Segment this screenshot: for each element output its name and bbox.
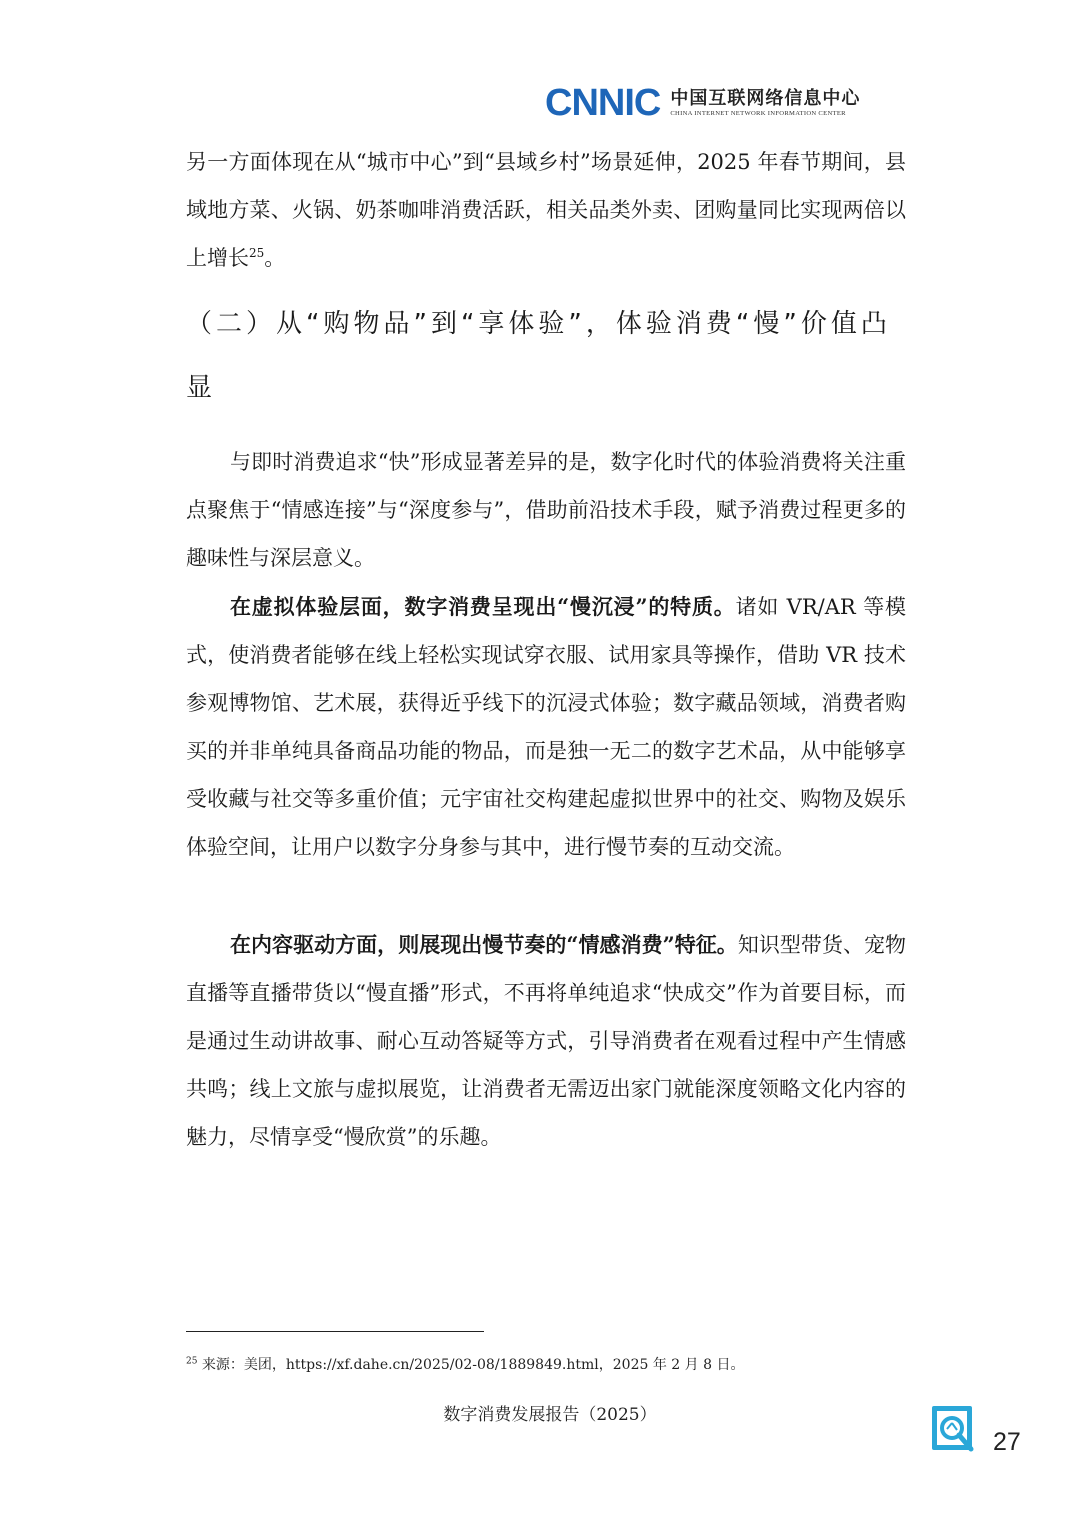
page-number: 27 (993, 1428, 1021, 1456)
para1-end: 。 (264, 246, 286, 270)
para4-lead: 在内容驱动方面，则展现出慢节奏的“情感消费”特征。 (230, 932, 738, 957)
para3-lead: 在虚拟体验层面，数字消费呈现出“慢沉浸”的特质。 (230, 594, 736, 619)
paragraph-text (186, 138, 906, 282)
paragraph-2 (186, 438, 906, 582)
para4-body: 知识型带货、宠物直播等直播带货以“慢直播”形式，不再将单纯追求“快成交”作为首要目标，而是通过生动讲故事、耐心互动答疑等方式，引导消费者在观看过程中产生情感共鸣；线上文旅与虚拟展览，让消费者无需迈出家门就能深度领略文化内容的魅力，尽情享受“慢欣赏”的乐趣。 (186, 933, 907, 1149)
magnifier-report-icon (931, 1405, 977, 1455)
cnnic-logo (545, 84, 860, 122)
footnote-number: 25 (186, 1356, 198, 1367)
logo-text (670, 89, 860, 118)
logo-chinese-name: 中国互联网络信息中心 (670, 87, 861, 109)
paragraph-4 (186, 921, 906, 1161)
logo-mark: CNNIC (545, 82, 661, 124)
footnote (186, 1354, 744, 1374)
paragraph-text (186, 583, 906, 871)
paragraph-3 (186, 583, 906, 871)
section-heading-block (186, 292, 906, 420)
logo-english-name: CHINA INTERNET NETWORK INFORMATION CENTER (670, 110, 846, 118)
report-title: 数字消费发展报告（2025） (443, 1405, 657, 1425)
paragraph-text: 与即时消费追求“快”形成显著差异的是，数字化时代的体验消费将关注重点聚焦于“情感连接”与“深度参与”，借助前沿技术手段，赋予消费过程更多的趣味性与深层意义。 (186, 450, 906, 570)
paragraph-1 (186, 138, 906, 282)
footnote-divider (186, 1331, 484, 1332)
footnote-text: 来源：美团，https://xf.dahe.cn/2025/02-08/1889849.html，2025 年 2 月 8 日。 (197, 1357, 745, 1373)
para3-body: 诸如 VR/AR 等模式，使消费者能够在线上轻松实现试穿衣服、试用家具等操作，借助 VR 技术参观博物馆、艺术展，获得近乎线下的沉浸式体验；数字藏品领域，消费者购买的并非单纯具备商品功能的物品，而是独一无二的数字艺术品，从中能够享受收藏与社交等多重价值；元宇宙社交构建起虚拟世界中的社交、购物及娱乐体验空间，让用户以数字分身参与其中，进行慢节奏的互动交流。 (186, 595, 907, 859)
section-heading: （二）从“购物品”到“享体验”，体验消费“慢”价值凸显 (186, 309, 891, 403)
paragraph-text (186, 921, 906, 1161)
footnote-ref: 25 (249, 246, 265, 260)
para1-text: 另一方面体现在从“城市中心”到“县域乡村”场景延伸，2025 年春节期间，县域地方菜、火锅、奶茶咖啡消费活跃，相关品类外卖、团购量同比实现两倍以上增长 (186, 150, 906, 270)
